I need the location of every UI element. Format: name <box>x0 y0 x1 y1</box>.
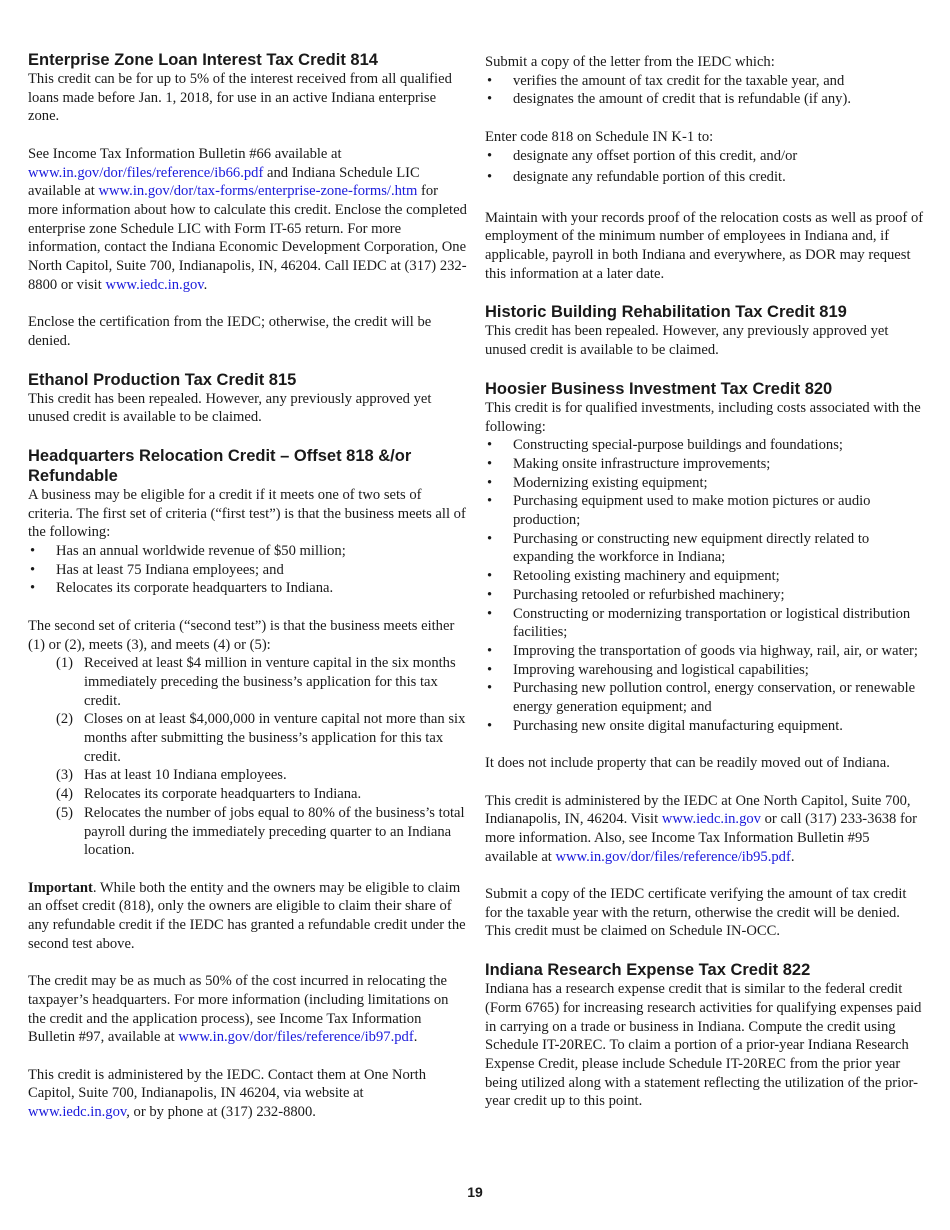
list-item: • Has an annual worldwide revenue of $50 million; <box>28 542 468 561</box>
paragraph: A business may be eligible for a credit if it meets one of two sets of criteria. The first set of criteria (“first test”) is that the business meets all of the following: <box>28 486 466 541</box>
paragraph: Enter code 818 on Schedule IN K-1 to: <box>485 128 714 145</box>
paragraph: The second set of criteria (“second test”) is that the business meets either (1) or (2), meets (3), and meets (4) or (5): <box>28 617 455 653</box>
list-item: • Improving the transportation of goods via highway, rail, air, or water; <box>485 642 925 661</box>
section-historic-building <box>485 302 925 359</box>
paragraph: This credit can be for up to 5% of the interest received from all qualified loans made before Jan. 1, 2018, for use in an active Indiana enterprise zone. <box>28 71 452 125</box>
list-item: • Purchasing or constructing new equipment directly related to expanding the workforce in Indiana; <box>485 530 925 567</box>
paragraph: Enclose the certification from the IEDC; otherwise, the credit will be denied. <box>28 314 432 349</box>
left-column <box>28 50 468 1122</box>
list-item: • Relocates its corporate headquarters to Indiana. <box>28 579 468 598</box>
iedc-link[interactable]: www.iedc.in.gov <box>661 811 761 828</box>
section-title: Historic Building Rehabilitation Tax Credit 819 <box>485 303 847 322</box>
list-item: • Purchasing new onsite digital manufacturing equipment. <box>485 717 925 736</box>
iedc-link[interactable]: www.iedc.in.gov <box>28 1104 127 1121</box>
page-number: 19 <box>467 1184 483 1200</box>
list-item: • designates the amount of credit that is refundable (if any). <box>485 90 925 109</box>
section-enterprise-zone <box>28 50 468 351</box>
list-item: • Purchasing new pollution control, energy conservation, or renewable energy generation equipment; and <box>485 679 925 716</box>
list-item: • Has at least 75 Indiana employees; and <box>28 561 468 580</box>
list-item: • Constructing or modernizing transportation or logistical distribution facilities; <box>485 605 925 642</box>
paragraph: This credit has been repealed. However, any previously approved yet unused credit is available to be claimed. <box>28 390 432 426</box>
paragraph: The credit may be as much as 50% of the cost incurred in relocating the taxpayer’s headquarters. For more information (including limitations on the credit and the application process), see Income Tax Information Bulletin #97, available at www.in.gov/dor/files/reference/ib97.pdf. <box>28 973 449 1046</box>
iedc-link[interactable]: www.iedc.in.gov <box>105 276 204 293</box>
list-item: • designate any refundable portion of this credit. <box>485 168 925 187</box>
section-hq-continued <box>485 53 925 283</box>
section-hq-relocation <box>28 446 468 1122</box>
section-title: Indiana Research Expense Tax Credit 822 <box>485 961 811 980</box>
section-title: Ethanol Production Tax Credit 815 <box>28 370 297 389</box>
paragraph: This credit is for qualified investments, including costs associated with the following: <box>485 399 921 435</box>
paragraph: Maintain with your records proof of the relocation costs as well as proof of employment of the minimum number of employees in Indiana and, if applicable, payroll in both Indiana and everywhere, as DOR may request this information at a later date. <box>485 209 924 282</box>
ib66-link[interactable]: www.in.gov/dor/files/reference/ib66.pdf <box>28 164 264 181</box>
list-item: (4) Relocates its corporate headquarters to Indiana. <box>56 786 362 803</box>
paragraph: This credit has been repealed. However, any previously approved yet unused credit is available to be claimed. <box>485 323 889 359</box>
enterprise-zone-forms-link[interactable]: www.in.gov/dor/tax-forms/enterprise-zone-forms/.htm <box>98 183 418 200</box>
important-paragraph: Important. While both the entity and the owners may be eligible to claim an offset credit (818), only the owners are eligible to claim their share of any refundable credit if the IEDC has granted a refundable credit under the second test above. <box>28 879 466 952</box>
list-item: • Constructing special-purpose buildings and foundations; <box>485 436 925 455</box>
list-item: • Purchasing equipment used to make motion pictures or audio production; <box>485 492 925 529</box>
list-item: • Purchasing retooled or refurbished machinery; <box>485 586 925 605</box>
list-item: (1) Received at least $4 million in venture capital in the six months immediately preceding the business’s application for this tax credit. <box>56 655 456 709</box>
paragraph: Submit a copy of the IEDC certificate verifying the amount of tax credit for the taxable year with the return, otherwise the credit will be denied. This credit must be claimed on Schedule IN-OCC. <box>485 886 907 940</box>
right-column <box>485 53 925 1111</box>
paragraph: It does not include property that can be readily moved out of Indiana. <box>485 755 890 772</box>
section-research-expense <box>485 960 925 1111</box>
code-818-list <box>485 147 925 187</box>
ib95-link[interactable]: www.in.gov/dor/files/reference/ib95.pdf <box>555 848 791 865</box>
list-item: (3) Has at least 10 Indiana employees. <box>56 767 287 784</box>
section-title: Enterprise Zone Loan Interest Tax Credit 814 <box>28 51 378 69</box>
list-item: (2) Closes on at least $4,000,000 in venture capital not more than six months after submitting the business’s application for this tax credit. <box>56 711 466 765</box>
list-item: • Making onsite infrastructure improvements; <box>485 455 925 474</box>
qualified-investments-list <box>485 436 925 735</box>
section-title: Headquarters Relocation Credit – Offset 818 &/or Refundable <box>28 446 412 485</box>
paragraph: This credit is administered by the IEDC. Contact them at One North Capitol, Suite 700, Indianapolis, IN 46204, via website at www.iedc.in.gov, or by phone at (317) 232-8800. <box>28 1066 426 1121</box>
first-test-list <box>28 542 468 598</box>
section-ethanol <box>28 370 468 427</box>
list-item: • verifies the amount of tax credit for the taxable year, and <box>485 72 925 91</box>
paragraph: This credit is administered by the IEDC at One North Capitol, Suite 700, Indianapolis, IN, 46204. Visit www.iedc.in.gov or call (317) 233-3638 for more information. Also, see Income Tax Information Bulletin #95 available at www.in.gov/dor/files/reference/ib95.pdf. <box>485 792 918 865</box>
second-test-list <box>28 654 468 860</box>
paragraph: Indiana has a research expense credit that is similar to the federal credit (Form 6765) for increasing research activities for qualifying expenses paid in carrying on a trade or business in Indiana. Compute the credit using Schedule IT-20REC. To claim a portion of a prior-year Indiana Research Expense Credit, please include Schedule IT-20REC from the prior year being utilized along with a statement reflecting the utilization of the prior-year credit up to this point. <box>485 981 922 1110</box>
paragraph: See Income Tax Information Bulletin #66 available at www.in.gov/dor/files/reference/ib66.pdf and Indiana Schedule LIC available at www.in.gov/dor/tax-forms/enterprise-zone-forms/.htm for more information about how to calculate this credit. Enclose the completed enterprise zone Schedule LIC with Form IT-65 return. For more information, contact the Indiana Economic Development Corporation, One North Capitol, Suite 700, Indianapolis, IN, 46204. Call IEDC at (317) 232-8800 or visit www.iedc.in.gov. <box>28 145 467 293</box>
list-item: • Retooling existing machinery and equipment; <box>485 567 925 586</box>
ib97-link[interactable]: www.in.gov/dor/files/reference/ib97.pdf <box>178 1029 414 1046</box>
list-item: (5) Relocates the number of jobs equal to 80% of the business’s total payroll during the immediately preceding quarter to an Indiana location. <box>56 804 465 859</box>
list-item: • Modernizing existing equipment; <box>485 474 925 493</box>
iedc-letter-list <box>485 72 925 109</box>
section-title: Hoosier Business Investment Tax Credit 820 <box>485 379 833 398</box>
section-hoosier-business <box>485 379 925 941</box>
list-item: • Improving warehousing and logistical capabilities; <box>485 661 925 680</box>
list-item: • designate any offset portion of this credit, and/or <box>485 147 925 166</box>
paragraph: Submit a copy of the letter from the IEDC which: <box>485 54 775 70</box>
